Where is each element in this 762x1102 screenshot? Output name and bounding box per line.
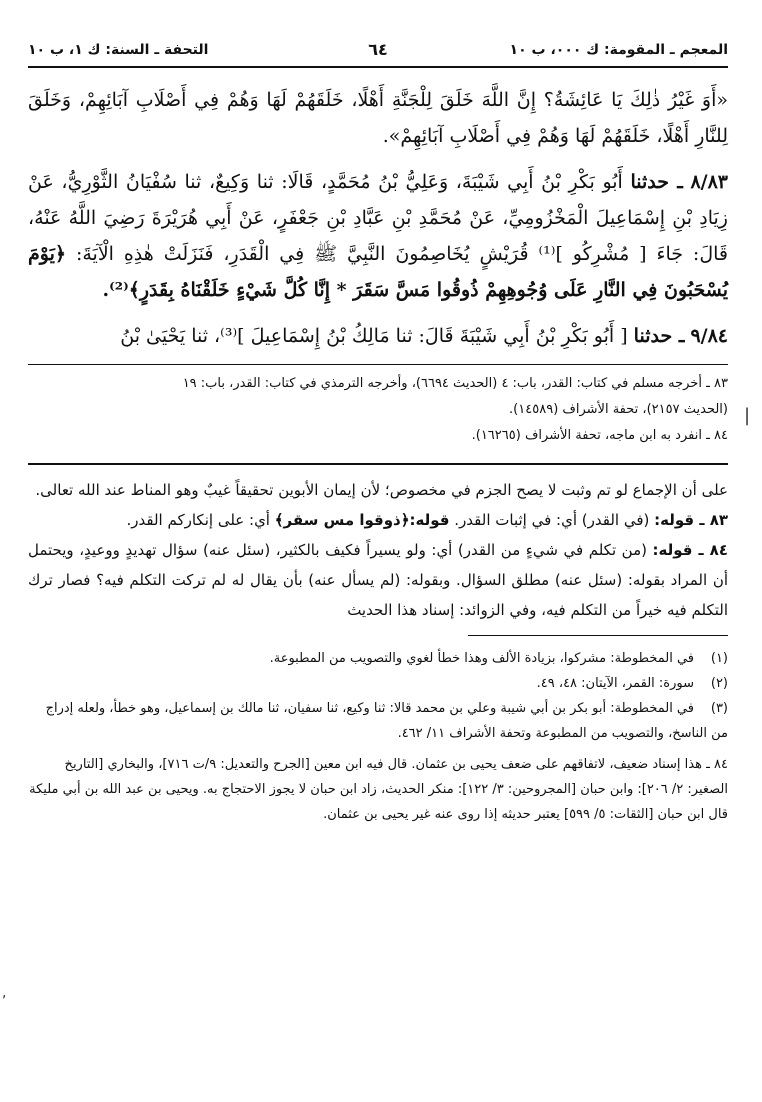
- takhrij-separator: [28, 364, 728, 365]
- commentary-83-end: أي: على إنكاركم القدر.: [126, 511, 270, 529]
- takhrij-block: [28, 371, 728, 449]
- header-left-reference: التحفة ـ السنة: ك ١، ب ١٠: [28, 42, 209, 58]
- hadith-continuation: [28, 82, 728, 154]
- margin-tick-mark: ,: [2, 985, 7, 1001]
- running-header: [28, 40, 728, 68]
- hadith-84: [28, 318, 728, 354]
- footnote-3: [28, 696, 728, 746]
- book-page: [28, 40, 728, 1090]
- margin-tick-mark: |: [744, 405, 751, 426]
- footnotes-block: [28, 646, 728, 827]
- takhrij-line-2: (الحديث ٢١٥٧)، تحفة الأشراف (١٤٥٨٩).: [509, 402, 728, 417]
- hadith-line-1: «أَوَ غَيْرُ ذٰلِكَ يَا عَائِشَةُ؟ إِنَّ اللَّهَ خَلَقَ لِلْجَنَّةِ أَهْلًا، خَلَقَهُمْ لَهَا وَهُمْ فِي أَصْلَابِ آبَائِهِمْ،: [78, 89, 728, 111]
- footnote-2-marker: (٢): [710, 676, 728, 691]
- commentary-paragraph-2: [28, 505, 728, 535]
- footnote-2: [28, 671, 728, 696]
- commentary-84-text: (من تكلم في شيءٍ من القدر) أي: ولو يسيراً فكيف بالكثير، (سئل عنه) سؤال تهديدٍ ووعيدٍ، ويحتمل أن المراد بقوله: (سئل عنه) مطلق السؤال. وبقوله: (لم يسأل عنه) بأن يقال له لم تركت التكلم فيه؟ فصار ترك التكلم فيه خيراً من التكلم فيه، وفي الزوائد: إسناد هذا الحديث: [28, 541, 728, 619]
- page-number: ٦٤: [368, 40, 388, 59]
- commentary-paragraph-3: [28, 535, 728, 625]
- commentary-83-label: ٨٣ ـ قوله:: [654, 511, 728, 529]
- commentary-83-quran: ﴿ذوقوا مس سقر﴾: [274, 511, 410, 529]
- hadith-line-2: وَخَلَقَ لِلنَّارِ أَهْلًا، خَلَقَهُمْ لَهَا وَهُمْ فِي أَصْلَابِ آبَائِهِمْ».: [28, 89, 728, 147]
- header-right-reference: المعجم ـ المقومة: ك ٠٠٠، ب ١٠: [509, 42, 728, 58]
- commentary-divider: [28, 463, 728, 465]
- commentary-84-label: ٨٤ ـ قوله:: [652, 541, 728, 559]
- takhrij-line-3: ٨٤ ـ انفرد به ابن ماجه، تحفة الأشراف (١٦٢٦٥).: [471, 428, 728, 443]
- commentary-paragraph-1: على أن الإجماع لو تم وثبت لا يصح الجزم في مخصوص؛ لأن إيمان الأبوين تحقيقاً غيبٌ وهو المناط عند الله تعالى.: [35, 481, 728, 499]
- commentary-block: [28, 475, 728, 625]
- footnote-84-isnad: ٨٤ ـ هذا إسناد ضعيف، لاتفاقهم على ضعف يحيى بن عثمان. قال فيه ابن معين [الجرح والتعديل: ٩/ت ٧١٦]، والبخاري [التاريخ الصغير: ٢/ ٢٠٦]: وابن حبان [المجروحين: ٣/ ١٢٢]: منكر الحديث، زاد ابن حبان لا يجوز الاحتجاج به. ويحيى بن عبد الله بن أبي مليكة قال ابن حبان [الثقات: ٥/ ٥٩٩] يعتبر حديثه إذا روى عنه غير يحيى بن عثمان.: [29, 757, 728, 822]
- footnote-1-marker: (١): [710, 651, 728, 666]
- hadith-84-text: [ أَبُو بَكْرِ بْنُ أَبِي شَيْبَةَ قَالَ: ثنا مَالِكُ بْنُ إِسْمَاعِيلَ ]⁽³⁾، ثنا يَحْيَىٰ بْنُ: [120, 325, 628, 347]
- takhrij-line-1: ٨٣ ـ أخرجه مسلم في كتاب: القدر، باب: ٤ (الحديث ٦٦٩٤)، وأخرجه الترمذي في كتاب: القدر، باب: ١٩: [182, 376, 728, 391]
- footnote-3-text: في المخطوطة: أبو بكر بن أبي شيبة وعلي بن محمد قالا: ثنا وكيع، ثنا سفيان، ثنا مالك بن إسماعيل، وهو خطأ، ولعله إدراج من الناسخ، والتصويب من المطبوعة وتحفة الأشراف ١١/ ٤٦٢.: [45, 701, 728, 741]
- footnote-1-text: في المخطوطة: مشركوا، بزيادة الألف وهذا خطأ لغوي والتصويب من المطبوعة.: [269, 651, 694, 666]
- commentary-83-text: (في القدر) أي: في إثبات القدر.: [454, 511, 650, 529]
- footnote-1: [28, 646, 728, 671]
- hadith-83-text: أَبُو بَكْرِ بْنُ أَبِي شَيْبَةَ، وَعَلِيُّ بْنُ مُحَمَّدٍ، قَالَا: ثنا وَكِيعٌ، ثنا سُفْيَانُ الثَّوْرِيُّ، عَنْ زِيَادِ بْنِ إِسْمَاعِيلَ الْمَخْزُومِيِّ، عَنْ مُحَمَّدِ بْنِ عَبَّادِ بْنِ جَعْفَرٍ، عَنْ أَبِي هُرَيْرَةَ رَضِيَ اللَّهُ عَنْهُ، قَالَ: جَاءَ [ مُشْرِكُو ]⁽¹⁾ قُرَيْشٍ يُخَاصِمُونَ النَّبِيَّ ﷺ فِي الْقَدَرِ، فَنَزَلَتْ هٰذِهِ الْآيَةَ:: [28, 171, 729, 265]
- footnote-3-marker: (٣): [710, 701, 728, 716]
- footnote-2-text: سورة: القمر، الآيتان: ٤٨، ٤٩.: [536, 676, 694, 691]
- hadith-83-quran: ﴿يَوْمَ يُسْحَبُونَ فِي النَّارِ عَلَى وُجُوهِهِمْ ذُوقُوا مَسَّ سَقَرَ * إِنَّا كُلَّ شَيْءٍ خَلَقْنَاهُ بِقَدَرٍ﴾⁽²⁾.: [28, 243, 728, 301]
- commentary-83-qawl: قوله:: [409, 511, 450, 529]
- hadith-text-block: [28, 82, 728, 354]
- hadith-83-number: ٨/٨٣: [690, 171, 728, 193]
- hadith-83-lead: ـ حدثنا: [630, 171, 683, 193]
- hadith-84-number: ٩/٨٤: [690, 325, 728, 347]
- hadith-84-lead: ـ حدثنا: [633, 325, 685, 347]
- notes-separator: [468, 635, 728, 636]
- hadith-83: [28, 164, 728, 308]
